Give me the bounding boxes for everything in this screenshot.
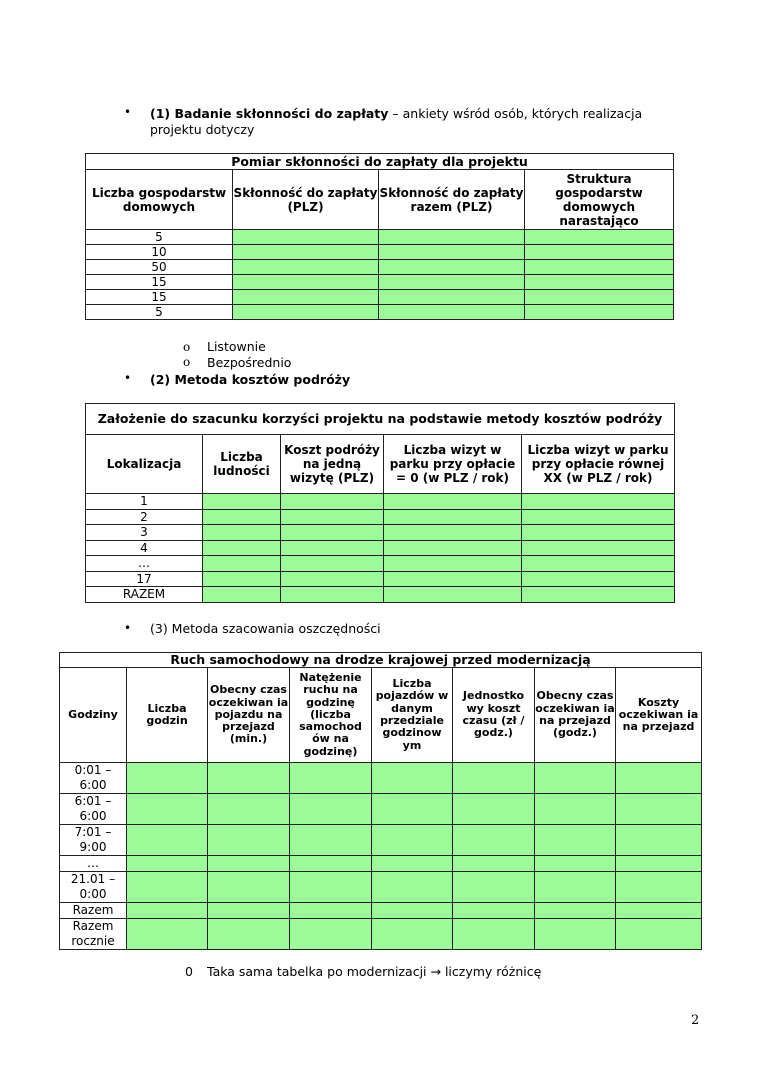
input-cell[interactable] (290, 903, 372, 919)
input-cell[interactable] (453, 856, 535, 872)
input-cell[interactable] (379, 230, 525, 245)
column-header: Obecny czas oczekiwan ia na przejazd (godz.) (535, 668, 616, 763)
table-row (60, 825, 702, 856)
traffic-table (59, 652, 702, 950)
row-label: … (86, 556, 203, 572)
input-cell[interactable] (233, 245, 379, 260)
column-header: Lokalizacja (86, 435, 203, 494)
row-label: Razem (60, 903, 127, 919)
table-caption: Pomiar skłonności do zapłaty dla projektu (86, 154, 674, 170)
row-label: RAZEM (86, 587, 203, 603)
input-cell[interactable] (203, 509, 281, 525)
bullet-icon: • (124, 621, 132, 635)
table-caption: Założenie do szacunku korzyści projektu na podstawie metody kosztów podróży (86, 404, 675, 435)
input-cell[interactable] (379, 260, 525, 275)
input-cell[interactable] (203, 525, 281, 541)
input-cell[interactable] (384, 494, 522, 510)
section3-heading: (3) Metoda szacowania oszczędności (150, 621, 381, 636)
input-cell[interactable] (208, 919, 290, 950)
table-row (86, 290, 674, 305)
row-label: 5 (86, 230, 233, 245)
column-header: Liczba gospodarstw domowych (86, 170, 233, 230)
input-cell[interactable] (127, 856, 208, 872)
table-row (86, 230, 674, 245)
input-cell[interactable] (522, 525, 675, 541)
input-cell[interactable] (384, 525, 522, 541)
wtp-table (85, 153, 674, 320)
table-row (86, 260, 674, 275)
table-row (86, 587, 675, 603)
input-cell[interactable] (616, 872, 702, 903)
table-caption: Ruch samochodowy na drodze krajowej przed modernizacją (60, 653, 702, 668)
input-cell[interactable] (281, 494, 384, 510)
input-cell[interactable] (127, 794, 208, 825)
input-cell[interactable] (453, 872, 535, 903)
input-cell[interactable] (372, 763, 453, 794)
input-cell[interactable] (233, 290, 379, 305)
input-cell[interactable] (127, 919, 208, 950)
input-cell[interactable] (127, 825, 208, 856)
row-label: … (60, 856, 127, 872)
input-cell[interactable] (203, 556, 281, 572)
circle-bullet-icon: o (183, 340, 191, 354)
column-header: Godziny (60, 668, 127, 763)
subitem-listownie: Listownie (207, 339, 266, 354)
row-label: 0:01 – 6:00 (60, 763, 127, 794)
input-cell[interactable] (281, 571, 384, 587)
input-cell[interactable] (535, 825, 616, 856)
table-row (86, 540, 675, 556)
input-cell[interactable] (290, 794, 372, 825)
input-cell[interactable] (379, 290, 525, 305)
input-cell[interactable] (379, 275, 525, 290)
bullet-icon: • (124, 105, 132, 119)
input-cell[interactable] (535, 794, 616, 825)
table-row (86, 245, 674, 260)
input-cell[interactable] (372, 825, 453, 856)
column-header: Natężenie ruchu na godzinę (liczba samochod ów na godzinę) (290, 668, 372, 763)
input-cell[interactable] (127, 903, 208, 919)
section2-heading: (2) Metoda kosztów podróży (150, 372, 351, 387)
input-cell[interactable] (203, 587, 281, 603)
input-cell[interactable] (384, 556, 522, 572)
input-cell[interactable] (208, 872, 290, 903)
column-header: Liczba ludności (203, 435, 281, 494)
row-label: 15 (86, 275, 233, 290)
input-cell[interactable] (203, 494, 281, 510)
column-header: Koszt podróży na jedną wizytę (PLZ) (281, 435, 384, 494)
input-cell[interactable] (290, 872, 372, 903)
input-cell[interactable] (616, 825, 702, 856)
input-cell[interactable] (379, 305, 525, 320)
travel-cost-table (85, 403, 675, 603)
input-cell[interactable] (233, 230, 379, 245)
input-cell[interactable] (281, 587, 384, 603)
note-text: Taka sama tabelka po modernizacji → liczymy różnicę (207, 964, 542, 979)
row-label: 7:01 – 9:00 (60, 825, 127, 856)
row-label: 15 (86, 290, 233, 305)
subitem-bezposrednio: Bezpośrednio (207, 355, 292, 370)
row-label: 1 (86, 494, 203, 510)
column-header: Obecny czas oczekiwan ia pojazdu na przejazd (min.) (208, 668, 290, 763)
section1-title-rest: – ankiety wśród osób, których realizacja (388, 106, 643, 121)
input-cell[interactable] (281, 540, 384, 556)
input-cell[interactable] (616, 903, 702, 919)
input-cell[interactable] (525, 305, 674, 320)
table-row (86, 275, 674, 290)
input-cell[interactable] (616, 919, 702, 950)
input-cell[interactable] (616, 794, 702, 825)
input-cell[interactable] (384, 509, 522, 525)
section1-title-line2: projektu dotyczy (150, 122, 255, 137)
input-cell[interactable] (522, 587, 675, 603)
table-row (86, 556, 675, 572)
table-row (86, 305, 674, 320)
input-cell[interactable] (522, 571, 675, 587)
table-row (86, 509, 675, 525)
input-cell[interactable] (616, 856, 702, 872)
circle-bullet-icon: o (183, 355, 191, 369)
table-row (60, 903, 702, 919)
input-cell[interactable] (281, 509, 384, 525)
input-cell[interactable] (372, 903, 453, 919)
input-cell[interactable] (384, 587, 522, 603)
table-row (60, 919, 702, 950)
input-cell[interactable] (372, 872, 453, 903)
table-row (60, 856, 702, 872)
input-cell[interactable] (203, 571, 281, 587)
input-cell[interactable] (372, 919, 453, 950)
input-cell[interactable] (379, 245, 525, 260)
input-cell[interactable] (525, 275, 674, 290)
row-label: 17 (86, 571, 203, 587)
input-cell[interactable] (525, 260, 674, 275)
input-cell[interactable] (522, 556, 675, 572)
input-cell[interactable] (525, 230, 674, 245)
input-cell[interactable] (233, 275, 379, 290)
row-label: 10 (86, 245, 233, 260)
input-cell[interactable] (290, 919, 372, 950)
column-header: Struktura gospodarstw domowych narastająco (525, 170, 674, 230)
input-cell[interactable] (535, 856, 616, 872)
input-cell[interactable] (616, 763, 702, 794)
input-cell[interactable] (522, 509, 675, 525)
table-row (86, 494, 675, 510)
input-cell[interactable] (372, 794, 453, 825)
row-label: 6:01 – 6:00 (60, 794, 127, 825)
row-label: 2 (86, 509, 203, 525)
table-row (60, 763, 702, 794)
row-label: 5 (86, 305, 233, 320)
input-cell[interactable] (233, 260, 379, 275)
input-cell[interactable] (525, 290, 674, 305)
section1-heading (150, 106, 670, 138)
input-cell[interactable] (203, 540, 281, 556)
column-header: Liczba godzin (127, 668, 208, 763)
input-cell[interactable] (453, 919, 535, 950)
page-number: 2 (691, 1013, 700, 1028)
column-header: Skłonność do zapłaty razem (PLZ) (379, 170, 525, 230)
input-cell[interactable] (208, 903, 290, 919)
section1-title-bold: (1) Badanie skłonności do zapłaty (150, 106, 389, 121)
table-row (60, 794, 702, 825)
input-cell[interactable] (127, 763, 208, 794)
input-cell[interactable] (453, 825, 535, 856)
column-header: Liczba pojazdów w danym przedziale godzinow ym (372, 668, 453, 763)
table-row (60, 872, 702, 903)
column-header: Skłonność do zapłaty (PLZ) (233, 170, 379, 230)
input-cell[interactable] (384, 540, 522, 556)
input-cell[interactable] (127, 872, 208, 903)
input-cell[interactable] (522, 494, 675, 510)
column-header: Liczba wizyt w parku przy opłacie = 0 (w PLZ / rok) (384, 435, 522, 494)
input-cell[interactable] (525, 245, 674, 260)
column-header: Koszty oczekiwan ia na przejazd (616, 668, 702, 763)
column-header: Jednostko wy koszt czasu (zł / godz.) (453, 668, 535, 763)
input-cell[interactable] (535, 903, 616, 919)
note-marker: 0 (185, 964, 193, 979)
table-row (86, 571, 675, 587)
input-cell[interactable] (384, 571, 522, 587)
row-label: 3 (86, 525, 203, 541)
input-cell[interactable] (535, 919, 616, 950)
input-cell[interactable] (208, 763, 290, 794)
input-cell[interactable] (372, 856, 453, 872)
row-label: 4 (86, 540, 203, 556)
input-cell[interactable] (281, 525, 384, 541)
input-cell[interactable] (208, 825, 290, 856)
input-cell[interactable] (290, 825, 372, 856)
input-cell[interactable] (290, 856, 372, 872)
input-cell[interactable] (281, 556, 384, 572)
input-cell[interactable] (535, 763, 616, 794)
input-cell[interactable] (233, 305, 379, 320)
bullet-icon: • (124, 371, 132, 385)
row-label: 21.01 – 0:00 (60, 872, 127, 903)
column-header: Liczba wizyt w parku przy opłacie równej XX (w PLZ / rok) (522, 435, 675, 494)
input-cell[interactable] (208, 856, 290, 872)
input-cell[interactable] (290, 763, 372, 794)
table-row (86, 525, 675, 541)
input-cell[interactable] (522, 540, 675, 556)
row-label: 50 (86, 260, 233, 275)
input-cell[interactable] (453, 763, 535, 794)
row-label: Razem rocznie (60, 919, 127, 950)
input-cell[interactable] (453, 903, 535, 919)
input-cell[interactable] (453, 794, 535, 825)
input-cell[interactable] (208, 794, 290, 825)
input-cell[interactable] (535, 872, 616, 903)
